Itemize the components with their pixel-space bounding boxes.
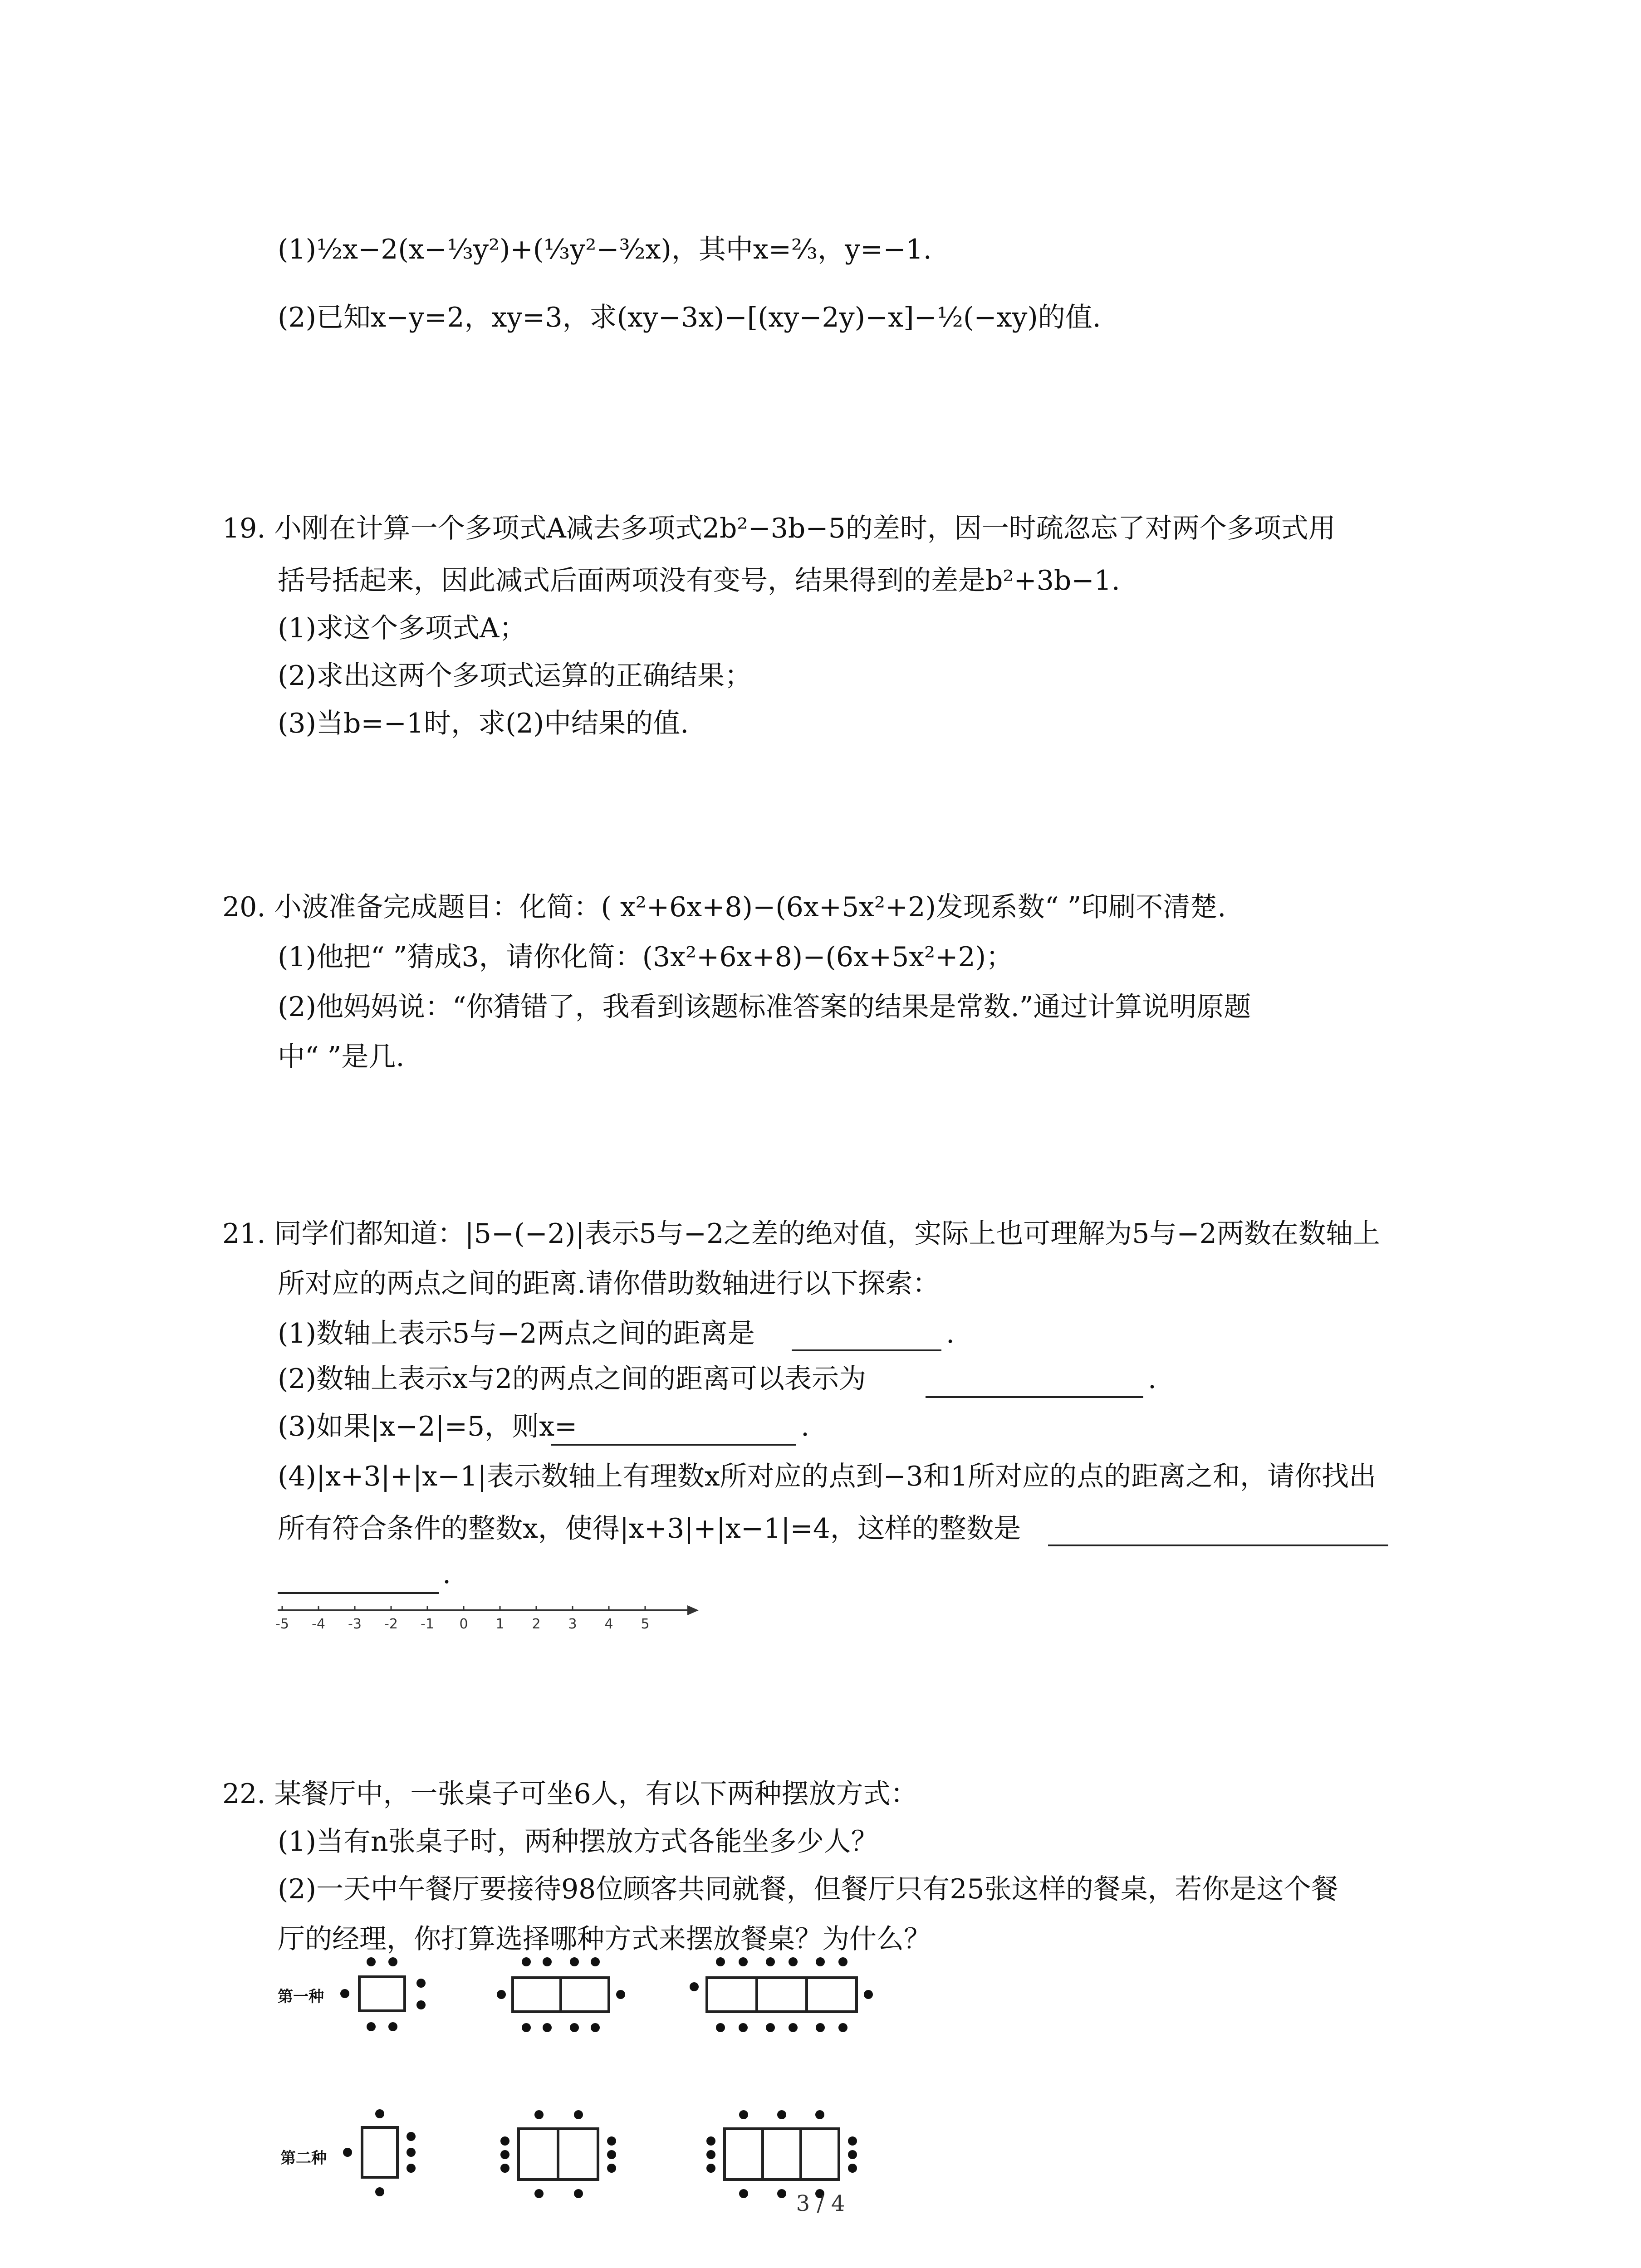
period-1: . (946, 1318, 955, 1349)
q20-line3: (2)他妈妈说：“你猜错了，我看到该题标准答案的结果是常数.”通过计算说明原题 (278, 991, 1251, 1023)
first-arrangement-3-tables (690, 1957, 873, 2032)
q19-line2: 括号括起来，因此减式后面两项没有变号，结果得到的差是b²+3b−1. (278, 565, 1120, 596)
answer-blank-2[interactable] (926, 1396, 1143, 1398)
axis-tick-label: 1 (495, 1616, 505, 1632)
period-3: . (801, 1411, 810, 1442)
answer-blank-4b[interactable] (278, 1592, 439, 1594)
label-first-arrangement: 第一种 (278, 1988, 324, 2006)
q22-line3: (2)一天中午餐厅要接待98位顾客共同就餐，但餐厅只有25张这样的餐桌，若你是这个餐 (278, 1873, 1338, 1905)
axis-tick-label: 4 (604, 1616, 613, 1632)
table-arrangement-diagram (318, 1955, 953, 2209)
q21-line2: 所对应的两点之间的距离.请你借助数轴进行以下探索： (278, 1268, 940, 1300)
period-2: . (1148, 1363, 1157, 1395)
number-line (272, 1597, 726, 1651)
q22-line1: 22. 某餐厅中，一张桌子可坐6人，有以下两种摆放方式： (222, 1778, 918, 1810)
axis-tick-label: -3 (348, 1616, 362, 1632)
answer-blank-4a[interactable] (1048, 1545, 1388, 1546)
second-arrangement-3-tables (706, 2110, 857, 2198)
first-arrangement-2-tables (497, 1957, 625, 2032)
axis-tick-label: 0 (459, 1616, 468, 1632)
q20-line4: 中“ ”是几. (278, 1041, 405, 1073)
first-arrangement-1-table (340, 1957, 426, 2031)
q18-line1: (1)½x−2(x−⅓y²)+(⅓y²−³⁄₂x)，其中x=⅔，y=−1. (278, 234, 932, 265)
axis-tick-label: -4 (312, 1616, 325, 1632)
q22-line4: 厅的经理，你打算选择哪种方式来摆放餐桌？为什么？ (278, 1923, 931, 1955)
axis-tick-label: -1 (421, 1616, 434, 1632)
page-number: 3 / 4 (796, 2191, 845, 2216)
q21-line3: (1)数轴上表示5与−2两点之间的距离是 (278, 1318, 755, 1349)
axis-tick-label: -5 (275, 1616, 289, 1632)
q22-line2: (1)当有n张桌子时，两种摆放方式各能坐多少人？ (278, 1826, 878, 1857)
axis-tick-label: 3 (568, 1616, 577, 1632)
q19-line4: (2)求出这两个多项式运算的正确结果； (278, 660, 752, 692)
q20-line2: (1)他把“ ”猜成3，请你化简：(3x²+6x+8)−(6x+5x²+2)； (278, 941, 1014, 973)
axis-tick-label: 5 (641, 1616, 650, 1632)
q20-line1: 20. 小波准备完成题目：化简：( x²+6x+8)−(6x+5x²+2)发现系数“ ”印刷不清楚. (222, 891, 1226, 923)
q21-line1: 21. 同学们都知道：|5−(−2)|表示5与−2之差的绝对值，实际上也可理解为5与−2两数在数轴上 (222, 1218, 1380, 1250)
answer-blank-1[interactable] (792, 1349, 941, 1351)
second-arrangement-1-table (343, 2109, 416, 2196)
period-4: . (442, 1558, 451, 1590)
q19-line3: (1)求这个多项式A； (278, 612, 527, 644)
label-second-arrangement: 第二种 (280, 2149, 327, 2167)
axis-tick-label: -2 (384, 1616, 398, 1632)
q19-line1: 19. 小刚在计算一个多项式A减去多项式2b²−3b−5的差时，因一时疏忽忘了对两个多项式用 (222, 513, 1336, 544)
q21-line7: 所有符合条件的整数x，使得|x+3|+|x−1|=4，这样的整数是 (278, 1513, 1021, 1545)
q21-line4: (2)数轴上表示x与2的两点之间的距离可以表示为 (278, 1363, 867, 1395)
q21-line6: (4)|x+3|+|x−1|表示数轴上有理数x所对应的点到−3和1所对应的点的距离之和，请你找出 (278, 1461, 1376, 1492)
second-arrangement-2-tables (500, 2110, 616, 2198)
q18-line2: (2)已知x−y=2，xy=3，求(xy−3x)−[(xy−2y)−x]−½(−xy)的值. (278, 302, 1101, 333)
q21-line5: (3)如果|x−2|=5，则x= (278, 1411, 578, 1442)
axis-tick-label: 2 (532, 1616, 541, 1632)
answer-blank-3[interactable] (551, 1444, 796, 1446)
q19-line5: (3)当b=−1时，求(2)中结果的值. (278, 708, 689, 739)
